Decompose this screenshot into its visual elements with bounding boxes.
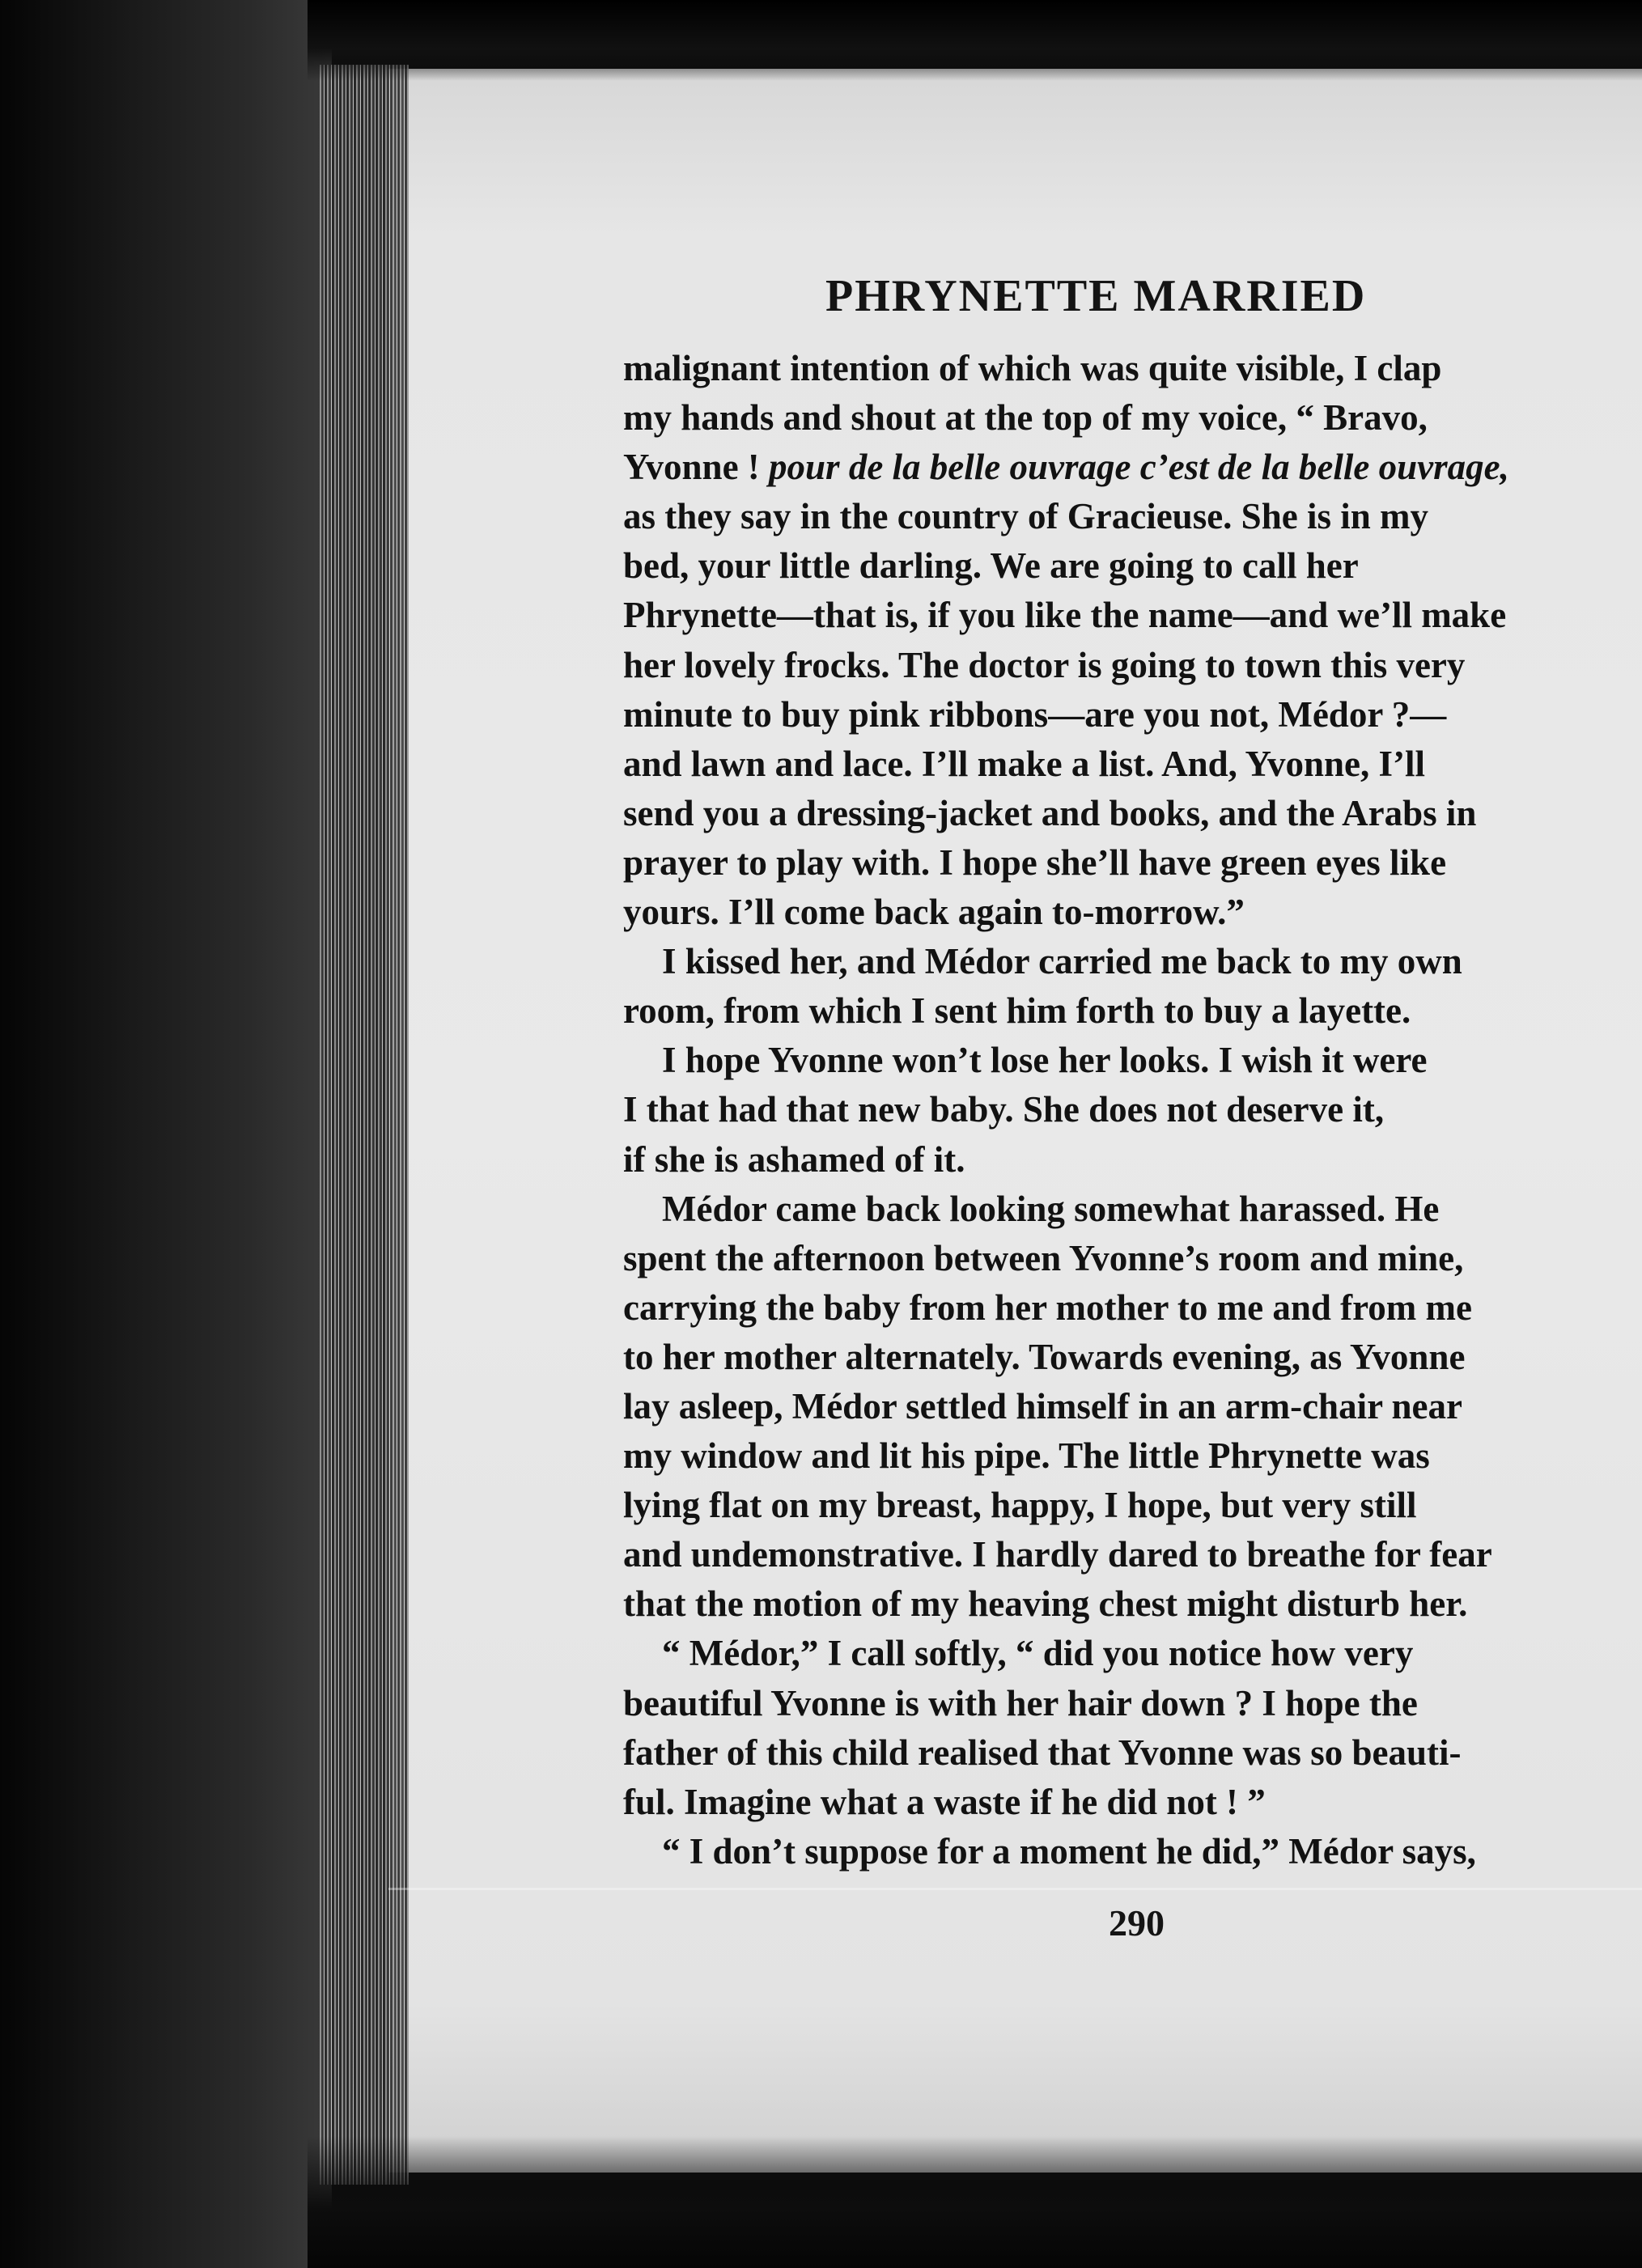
- text-line: father of this child realised that Yvonne was so beauti-: [623, 1732, 1462, 1773]
- body-text: [623, 344, 1642, 1897]
- page-edges: [320, 65, 409, 2185]
- scan-streak: [388, 1888, 1642, 1890]
- text-line: spent the afternoon between Yvonne’s room and mine,: [623, 1237, 1464, 1278]
- text-line: Médor came back looking somewhat harassed. He: [662, 1188, 1440, 1229]
- text-line: I kissed her, and Médor carried me back to my own: [662, 941, 1462, 982]
- text-line: if she is ashamed of it.: [623, 1138, 965, 1180]
- bottom-shadow: [308, 2136, 1642, 2268]
- top-shadow: [308, 0, 1642, 81]
- text-line: her lovely frocks. The doctor is going to town this very: [623, 644, 1466, 685]
- text-line: room, from which I sent him forth to buy a layette.: [623, 990, 1411, 1032]
- text-line: my hands and shout at the top of my voice, “ Bravo,: [623, 397, 1428, 439]
- text-line: to her mother alternately. Towards evening, as Yvonne: [623, 1336, 1466, 1377]
- text-line: [623, 443, 1642, 492]
- text-line: bed, your little darling. We are going to call her: [623, 545, 1359, 587]
- text-line: yours. I’ll come back again to-morrow.”: [623, 892, 1245, 933]
- text-line: and lawn and lace. I’ll make a list. And, Yvonne, I’ll: [623, 743, 1426, 784]
- text-line: minute to buy pink ribbons—are you not, Médor ?—: [623, 693, 1447, 735]
- text-line: I hope Yvonne won’t lose her looks. I wish it were: [662, 1040, 1428, 1081]
- text-line: malignant intention of which was quite visible, I clap: [623, 348, 1442, 388]
- page-number: 290: [1109, 1902, 1165, 1944]
- text-line: as they say in the country of Gracieuse. She is in my: [623, 496, 1428, 537]
- text-line: lying flat on my breast, happy, I hope, but very still: [623, 1485, 1417, 1526]
- text-line: and undemonstrative. I hardly dared to breathe for fear: [623, 1534, 1492, 1575]
- text-line-italic: pour de la belle ouvrage c’est de la belle ouvrage,: [769, 447, 1509, 488]
- text-line: send you a dressing-jacket and books, and the Arabs in: [623, 792, 1477, 833]
- text-line: ful. Imagine what a waste if he did not ! ”: [623, 1781, 1266, 1822]
- text-line: prayer to play with. I hope she’ll have green eyes like: [623, 841, 1447, 883]
- book-gutter: [0, 0, 332, 2268]
- text-line: beautiful Yvonne is with her hair down ? I hope the: [623, 1682, 1418, 1723]
- text-line: that the motion of my heaving chest might disturb her.: [623, 1583, 1468, 1625]
- text-line: lay asleep, Médor settled himself in an arm-chair near: [623, 1385, 1462, 1427]
- text-line-roman: Yvonne !: [623, 447, 770, 488]
- text-line: “ I don’t suppose for a moment he did,” Médor says,: [662, 1830, 1476, 1872]
- text-line: my window and lit his pipe. The little Phrynette was: [623, 1435, 1430, 1477]
- running-head: PHRYNETTE MARRIED: [825, 271, 1367, 321]
- text-line: “ Médor,” I call softly, “ did you notice how very: [662, 1633, 1414, 1674]
- text-line: carrying the baby from her mother to me and from me: [623, 1287, 1472, 1328]
- text-line: Phrynette—that is, if you like the name—and we’ll make: [623, 595, 1507, 636]
- text-line: I that had that new baby. She does not deserve it,: [623, 1089, 1385, 1130]
